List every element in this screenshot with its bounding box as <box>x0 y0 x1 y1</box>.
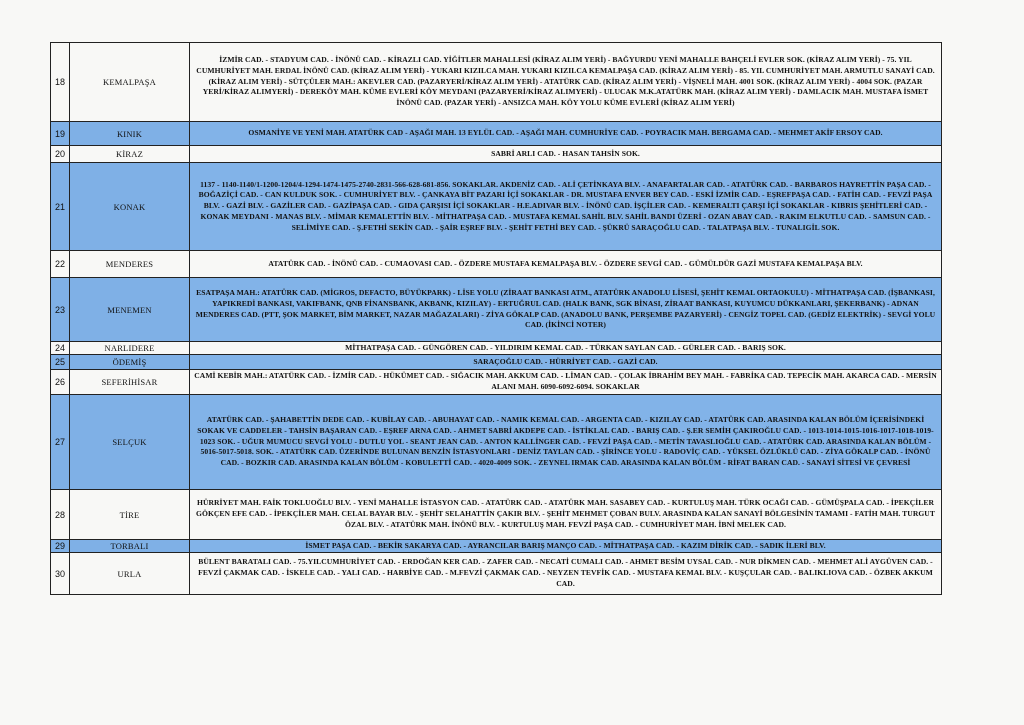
table-row <box>51 278 942 342</box>
row-number: 23 <box>51 278 70 342</box>
district-name: KONAK <box>70 163 190 251</box>
table-row <box>51 43 942 122</box>
row-number: 28 <box>51 490 70 540</box>
street-list: 1137 - 1140-1140/1-1200-1204/4-1294-1474-1475-2740-2831-566-628-681-856. SOKAKLAR. AKDENİZ CAD. - ALİ ÇETİNKAYA BLV. - ANAFARTALAR CAD. - ATATÜRK CAD. - BARBAROS HAYRETTİN PAŞA CAD. - BOĞAZİÇİ CAD. - CAN KULDUK SOK. - CUMHURİYET BLV. - ÇANKAYA BİT PAZARI İÇİ SOKAKLAR - DR. MUSTAFA ENVER BEY CAD. - ESKİ İZMİR CAD. - EŞREFPAŞA CAD. - FATİH CAD. - FEVZİ PAŞA BLV. - GAZİ BLV. - GAZİLER CAD. - GAZİPAŞA CAD. - GIDA ÇARŞISI İÇİ SOKAKLAR - H.E.ADIVAR BLV. - İNÖNÜ CAD. İŞÇİLER CAD. - KEMERALTI ÇARŞI İÇİ SOKAKLAR - KIBRIS ŞEHİTLERİ CAD. - KONAK MEYDANI - MANAS BLV. - MİMAR KEMALETTİN BLV. - MİTHATPAŞA CAD. - MUSTAFA KEMAL SAHİL BLV. SAHİL BANDI ÜZERİ - OZAN ABAY CAD. - RAKIM ELKUTLU CAD. - SAMSUN CAD. - SELİMİYE CAD. - Ş.FETHİ SEKİN CAD. - ŞAİR EŞREF BLV. - ŞEHİT FETHİ BEY CAD. - ŞÜKRÜ SARAÇOĞLU CAD. - TALATPAŞA BLV. - TUNALIGİL SOK. <box>190 163 942 251</box>
district-name: MENEMEN <box>70 278 190 342</box>
table-row <box>51 355 942 370</box>
row-number: 21 <box>51 163 70 251</box>
district-name: TİRE <box>70 490 190 540</box>
table-row <box>51 490 942 540</box>
table-row <box>51 370 942 395</box>
street-list: SARAÇOĞLU CAD. - HÜRRİYET CAD. - GAZİ CAD. <box>190 355 942 370</box>
row-number: 27 <box>51 395 70 490</box>
district-name: SEFERİHİSAR <box>70 370 190 395</box>
district-name: TORBALI <box>70 540 190 553</box>
row-number: 18 <box>51 43 70 122</box>
district-name: SELÇUK <box>70 395 190 490</box>
street-list: CAMİ KEBİR MAH.: ATATÜRK CAD. - İZMİR CAD. - HÜKÜMET CAD. - SIĞACIK MAH. AKKUM CAD. - LİMAN CAD. - ÇOLAK İBRAHİM BEY MAH. - FABRİKA CAD. TEPECİK MAH. AKARCA CAD. - MERSİN ALANI MAH. 6090-6092-6094. SOKAKLAR <box>190 370 942 395</box>
district-name: ÖDEMİŞ <box>70 355 190 370</box>
table-row <box>51 251 942 278</box>
street-list: OSMANİYE VE YENİ MAH. ATATÜRK CAD - AŞAĞI MAH. 13 EYLÜL CAD. - AŞAĞI MAH. CUMHURİYE CAD. - POYRACIK MAH. BERGAMA CAD. - MEHMET AKİF ERSOY CAD. <box>190 122 942 146</box>
district-street-table <box>50 42 942 595</box>
street-list: İZMİR CAD. - STADYUM CAD. - İNÖNÜ CAD. - KİRAZLI CAD. YİĞİTLER MAHALLESİ (KİRAZ ALIM YERİ) - BAĞYURDU YENİ MAHALLE BAHÇELİ EVLER SOK. (KİRAZ ALIM YERİ) - 75. YIL CUMHURİYET MAH. ERDAL İNÖNÜ CAD. (KİRAZ ALIM YERİ) - YUKARI KIZILCA MAH. YUKARI KIZILCA KEMALPAŞA CAD. (KİRAZ ALIM YERİ) - 85. YIL CUMHURİYET MAH. ARMUTLU SANAYİ CAD. (KİRAZ ALIM YERİ) - SÜTÇÜLER MAH.: AKEVLER CAD. (PAZARYERİ/KİRAZ ALIM YERİ) - ATATÜRK CAD. (KİRAZ ALIM YERİ) - VİŞNELİ MAH. 4001 SOK. (KİRAZ ALIM YERİ) - 4004 SOK. (PAZAR YERİ/KİRAZ ALIMYERİ) - DEREKÖY MAH. KÜME EVLERİ KÖY MEYDANI (PAZARYERİ/KİRAZ ALIMYERİ) - ULUCAK M.K.ATATÜRK MAH. (KİRAZ ALIM YERİ) - DAMLACIK MAH. MUSTAFA İSMET İNÖNÜ CAD. (PAZAR YERİ) - ANSIZCA MAH. KÖY YOLU KÜME EVLERİ (KİRAZ ALIM YERİ) <box>190 43 942 122</box>
table-row <box>51 146 942 163</box>
street-list: BÜLENT BARATALI CAD. - 75.YILCUMHURİYET CAD. - ERDOĞAN KER CAD. - ZAFER CAD. - NECATİ CUMALI CAD. - AHMET BESİM UYSAL CAD. - NUR DİKMEN CAD. - MEHMET ALİ AYGÜVEN CAD. - FEVZİ ÇAKMAK CAD. - İSKELE CAD. - YALI CAD. - HARBİYE CAD. - M.FEVZİ ÇAKMAK CAD. - NEYZEN TEVFİK CAD. - MUSTAFA KEMAL BLV. - KUŞÇULAR CAD. - BALIKLIOVA CAD. - ÖZBEK AKKUM CAD. <box>190 553 942 595</box>
district-name: MENDERES <box>70 251 190 278</box>
district-name: NARLIDERE <box>70 342 190 355</box>
row-number: 29 <box>51 540 70 553</box>
row-number: 20 <box>51 146 70 163</box>
street-list: ESATPAŞA MAH.: ATATÜRK CAD. (MİGROS, DEFACTO, BÜYÜKPARK) - LİSE YOLU (ZİRAAT BANKASI ATM., ATATÜRK ANADOLU LİSESİ, ŞEHİT KEMAL ORTAOKULU) - MİTHATPAŞA CAD. (İŞBANKASI, YAPIKREDİ BANKASI, VAKIFBANK, QNB FİNANSBANK, AKBANK, KIZILAY) - ERTUĞRUL CAD. (HALK BANK, SGK BİNASI, ZİRAAT BANKASI, KUYUMCU DÜKKANLARI, ŞEKERBANK) - ADNAN MENDERES CAD. (PTT, ŞOK MARKET, BİM MARKET, NAZAR MAĞAZALARI) - ZİYA GÖKALP CAD. (ANADOLU BANK, PERŞEMBE PAZARYERİ) - CENGİZ TOPEL CAD. (GEDİZ ELEKTRİK) - SEVGİ YOLU CAD. (İKİNCİ NOTER) <box>190 278 942 342</box>
street-list: İSMET PAŞA CAD. - BEKİR SAKARYA CAD. - AYRANCILAR BARIŞ MANÇO CAD. - MİTHATPAŞA CAD. - KAZIM DİRİK CAD. - SADIK İLERİ BLV. <box>190 540 942 553</box>
district-name: KİRAZ <box>70 146 190 163</box>
row-number: 30 <box>51 553 70 595</box>
table-row <box>51 540 942 553</box>
table-row <box>51 342 942 355</box>
district-name: URLA <box>70 553 190 595</box>
district-name: KEMALPAŞA <box>70 43 190 122</box>
row-number: 25 <box>51 355 70 370</box>
street-list: SABRİ ARLI CAD. - HASAN TAHSİN SOK. <box>190 146 942 163</box>
street-list: HÜRRİYET MAH. FAİK TOKLUOĞLU BLV. - YENİ MAHALLE İSTASYON CAD. - ATATÜRK CAD. - ATATÜRK MAH. SASABEY CAD. - KURTULUŞ MAH. TÜRK OCAĞI CAD. - GÜMÜŞPALA CAD. - İPEKÇİLER GÖKÇEN EFE CAD. - İPEKÇİLER MAH. CELAL BAYAR BLV. - ŞEHİT SELAHATTİN ÇAKIR BLV. - ŞEHİT MEHMET ÇOBAN BULV. ARASINDA KALAN SANAYİ BÖLGESİNİN TAMAMI - FATİH MAH. TURGUT ÖZAL BLV. - ATATÜRK MAH. İNÖNÜ BLV. - KURTULUŞ MAH. FEVZİ PAŞA CAD. - CUMHURİYET MAH. İBNİ MELEK CAD. <box>190 490 942 540</box>
street-list: ATATÜRK CAD. - ŞAHABETTİN DEDE CAD. - KUBİLAY CAD. - ABUHAYAT CAD. - NAMIK KEMAL CAD. - ARGENTA CAD. - KIZILAY CAD. - ATATÜRK CAD. ARASINDA KALAN BÖLÜM İÇERİSİNDEKİ SOKAK VE CADDELER - TAHSİN BAŞARAN CAD. - EŞREF ARNA CAD. - AHMET SABRİ AKDEPE CAD. - İSTİKLAL CAD. - BARIŞ CAD. - Ş.ER SEMİH ÇAKIROĞLU CAD. - 1013-1014-1015-1016-1017-1018-1019-1023 SOK. - UĞUR MUMUCU SEVGİ YOLU - DUTLU YOL - SEANT JEAN CAD. - ANTON KALLİNGER CAD. - FEVZİ PAŞA CAD. - METİN TAVASLIOĞLU CAD. - ATATÜRK CAD. ARASINDA KALAN BÖLÜM - 5016-5017-5018. SOK. - ATATÜRK CAD. ÜZERİNDE BULUNAN BENZİN İSTASYONLARI - DENİZ TAYLAN CAD. - ŞİRİNCE YOLU - RADOVİÇ CAD. - YÜKSEL ÖZLÜKLÜ CAD. - ZİYA GÖKALP CAD. - İNÖNÜ CAD. - BOZKIR CAD. ARASINDA KALAN BÖLÜM - KOBULETTİ CAD. - 4020-4009 SOK. - ZEYNEL IRMAK CAD. ARASINDA KALAN BÖLÜM - RİFAT BARAN CAD. - SANAYİ SİTESİ VE ÇEVRESİ <box>190 395 942 490</box>
row-number: 22 <box>51 251 70 278</box>
row-number: 19 <box>51 122 70 146</box>
district-name: KINIK <box>70 122 190 146</box>
table-row <box>51 553 942 595</box>
table-row <box>51 122 942 146</box>
table-row <box>51 395 942 490</box>
street-list: MİTHATPAŞA CAD. - GÜNGÖREN CAD. - YILDIRIM KEMAL CAD. - TÜRKAN SAYLAN CAD. - GÜRLER CAD. - BARIŞ SOK. <box>190 342 942 355</box>
row-number: 26 <box>51 370 70 395</box>
street-list: ATATÜRK CAD. - İNÖNÜ CAD. - CUMAOVASI CAD. - ÖZDERE MUSTAFA KEMALPAŞA BLV. - ÖZDERE SEVGİ CAD. - GÜMÜLDÜR GAZİ MUSTAFA KEMALPAŞA BLV. <box>190 251 942 278</box>
row-number: 24 <box>51 342 70 355</box>
table-row <box>51 163 942 251</box>
